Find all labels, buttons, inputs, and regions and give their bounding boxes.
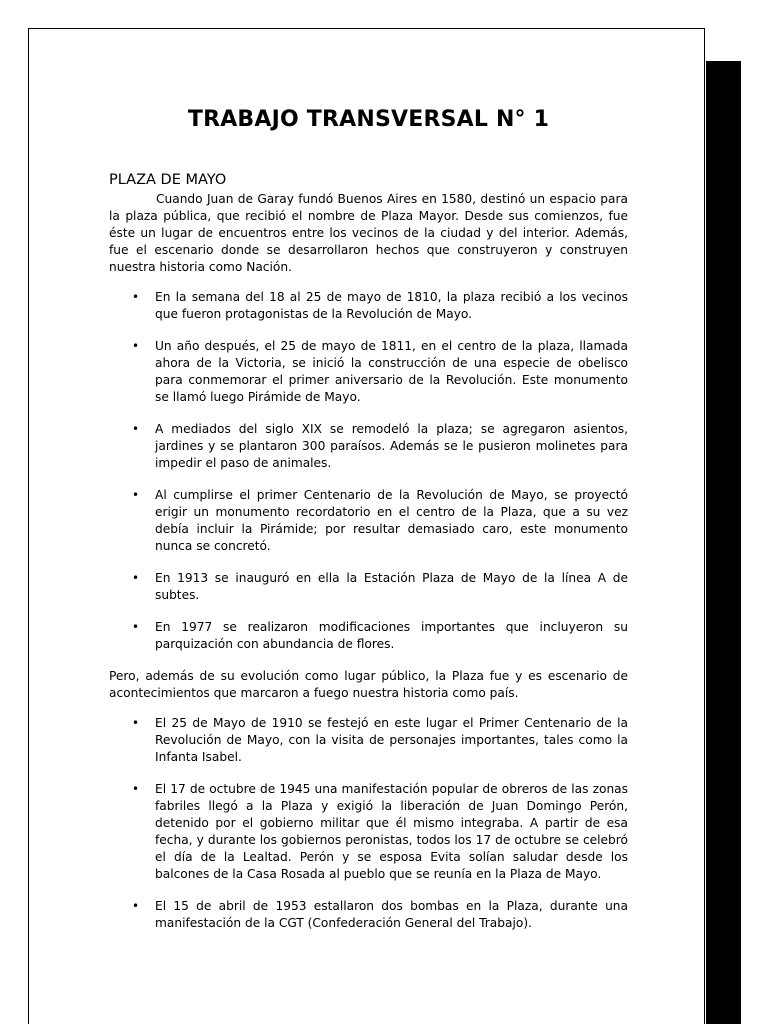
bullet-icon: • — [132, 339, 140, 353]
list-item — [109, 338, 628, 406]
bullet-icon: • — [132, 782, 140, 796]
events-bullet-list — [109, 715, 628, 932]
events-paragraph: Pero, además de su evolución como lugar público, la Plaza fue y es escenario de acontecimientos que marcaron a fuego nuestra historia como país. — [109, 669, 628, 700]
list-item-text: El 25 de Mayo de 1910 se festejó en este lugar el Primer Centenario de la Revolución de Mayo, con la visita de personajes importantes, tales como la Infanta Isabel. — [155, 716, 628, 764]
list-item — [109, 898, 628, 932]
document-content — [109, 105, 628, 947]
list-item — [109, 570, 628, 604]
bullet-icon: • — [132, 899, 140, 913]
list-item — [109, 289, 628, 323]
list-item — [109, 619, 628, 653]
evolution-bullet-list — [109, 289, 628, 653]
bullet-icon: • — [132, 488, 140, 502]
list-item — [109, 421, 628, 472]
bullet-icon: • — [132, 716, 140, 730]
list-item — [109, 487, 628, 555]
bullet-icon: • — [132, 290, 140, 304]
list-item-text: En 1977 se realizaron modificaciones importantes que incluyeron su parquización con abundancia de flores. — [155, 620, 628, 651]
list-item-text: Al cumplirse el primer Centenario de la Revolución de Mayo, se proyectó erigir un monumento recordatorio en el centro de la Plaza, que a su vez debía incluir la Pirámide; por resultar demasiado caro, este monumento nunca se concretó. — [155, 488, 628, 553]
list-item — [109, 715, 628, 766]
page-shadow — [706, 61, 741, 1024]
list-item-text: El 17 de octubre de 1945 una manifestación popular de obreros de las zonas fabriles llegó a la Plaza y exigió la liberación de Juan Domingo Perón, detenido por el gobierno militar que él mismo integraba. A partir de esa fecha, y durante los gobiernos peronistas, todos los 17 de octubre se celebró el día de la Lealtad. Perón y se esposa Evita solían saludar desde los balcones de la Casa Rosada al pueblo que se reunía en la Plaza de Mayo. — [155, 782, 628, 881]
document-title: TRABAJO TRANSVERSAL N° 1 — [187, 107, 550, 132]
list-item-text: A mediados del siglo XIX se remodeló la plaza; se agregaron asientos, jardines y se plantaron 300 paraísos. Además se le pusieron molinetes para impedir el paso de animales. — [155, 422, 628, 470]
bullet-icon: • — [132, 571, 140, 585]
bullet-icon: • — [132, 620, 140, 634]
section-heading: PLAZA DE MAYO — [109, 172, 227, 188]
intro-paragraph: Cuando Juan de Garay fundó Buenos Aires en 1580, destinó un espacio para la plaza pública, que recibió el nombre de Plaza Mayor. Desde sus comienzos, fue éste un lugar de encuentros entre los vecinos de la ciudad y del interior. Además, fue el escenario donde se desarrollaron hechos que construyeron y construyen nuestra historia como Nación. — [109, 192, 628, 274]
list-item-text: En la semana del 18 al 25 de mayo de 1810, la plaza recibió a los vecinos que fueron protagonistas de la Revolución de Mayo. — [155, 290, 628, 321]
bullet-icon: • — [132, 422, 140, 436]
list-item-text: En 1913 se inauguró en ella la Estación Plaza de Mayo de la línea A de subtes. — [155, 571, 628, 602]
list-item-text: El 15 de abril de 1953 estallaron dos bombas en la Plaza, durante una manifestación de la CGT (Confederación General del Trabajo). — [155, 899, 628, 930]
list-item — [109, 781, 628, 883]
list-item-text: Un año después, el 25 de mayo de 1811, en el centro de la plaza, llamada ahora de la Victoria, se inició la construcción de una especie de obelisco para conmemorar el primer aniversario de la Revolución. Este monumento se llamó luego Pirámide de Mayo. — [155, 339, 628, 404]
document-page — [28, 28, 705, 1024]
